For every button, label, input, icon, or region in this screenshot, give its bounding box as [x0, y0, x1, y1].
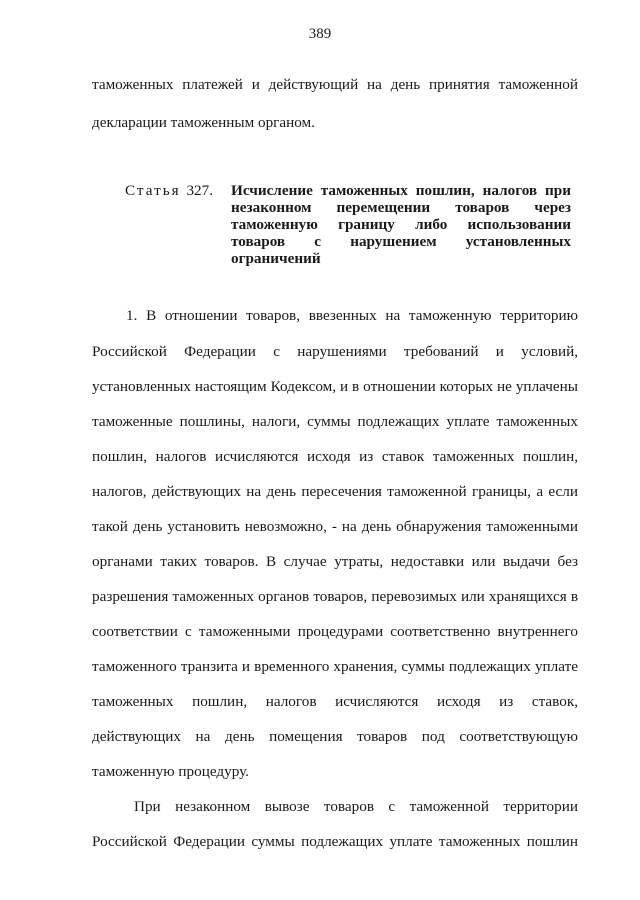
paragraph1-line-5: пошлин, налогов исчисляются исходя из ставок таможенных пошлин,: [92, 448, 578, 465]
paragraph2-line-2: Российской Федерации суммы подлежащих уплате таможенных пошлин: [92, 833, 578, 850]
intro-line-2: декларации таможенным органом.: [92, 114, 315, 131]
article-title-line-5: ограничений: [231, 250, 321, 267]
paragraph1-line-7: такой день установить невозможно, - на день обнаружения таможенными: [92, 518, 578, 535]
paragraph1-line-6: налогов, действующих на день пересечения таможенной границы, а если: [92, 483, 578, 500]
paragraph1-line-12: таможенных пошлин, налогов исчисляются исходя из ставок,: [92, 693, 578, 710]
page-number: 389: [308, 26, 332, 42]
article-title-line-2: незаконном перемещении товаров через: [231, 199, 571, 216]
article-title-line-4: товаров с нарушением установленных: [231, 233, 571, 250]
intro-line-1: таможенных платежей и действующий на день принятия таможенной: [92, 76, 578, 93]
article-word: Статья: [125, 182, 181, 199]
article-label: [125, 182, 213, 200]
article-number: 327.: [186, 182, 214, 199]
paragraph1-line-10: соответствии с таможенными процедурами соответственно внутреннего: [92, 623, 578, 640]
paragraph1-line-2: Российской Федерации с нарушениями требований и условий,: [92, 343, 578, 360]
paragraph1-line-8: органами таких товаров. В случае утраты, недоставки или выдачи без: [92, 553, 578, 570]
paragraph1-line-9: разрешения таможенных органов товаров, перевозимых или хранящихся в: [92, 588, 578, 605]
paragraph1-line-14: таможенную процедуру.: [92, 763, 249, 780]
paragraph1-line-3: установленных настоящим Кодексом, и в отношении которых не уплачены: [92, 378, 578, 395]
paragraph1-line-1: 1. В отношении товаров, ввезенных на таможенную территорию: [126, 307, 578, 324]
article-title-line-1: Исчисление таможенных пошлин, налогов при: [231, 182, 571, 199]
paragraph2-line-1: При незаконном вывозе товаров с таможенной территории: [134, 798, 578, 815]
paragraph1-line-4: таможенные пошлины, налоги, суммы подлежащих уплате таможенных: [92, 413, 578, 430]
paragraph1-line-13: действующих на день помещения товаров под соответствующую: [92, 728, 578, 745]
article-title-line-3: таможенную границу либо использовании: [231, 216, 571, 233]
paragraph1-line-11: таможенного транзита и временного хранения, суммы подлежащих уплате: [92, 658, 578, 675]
